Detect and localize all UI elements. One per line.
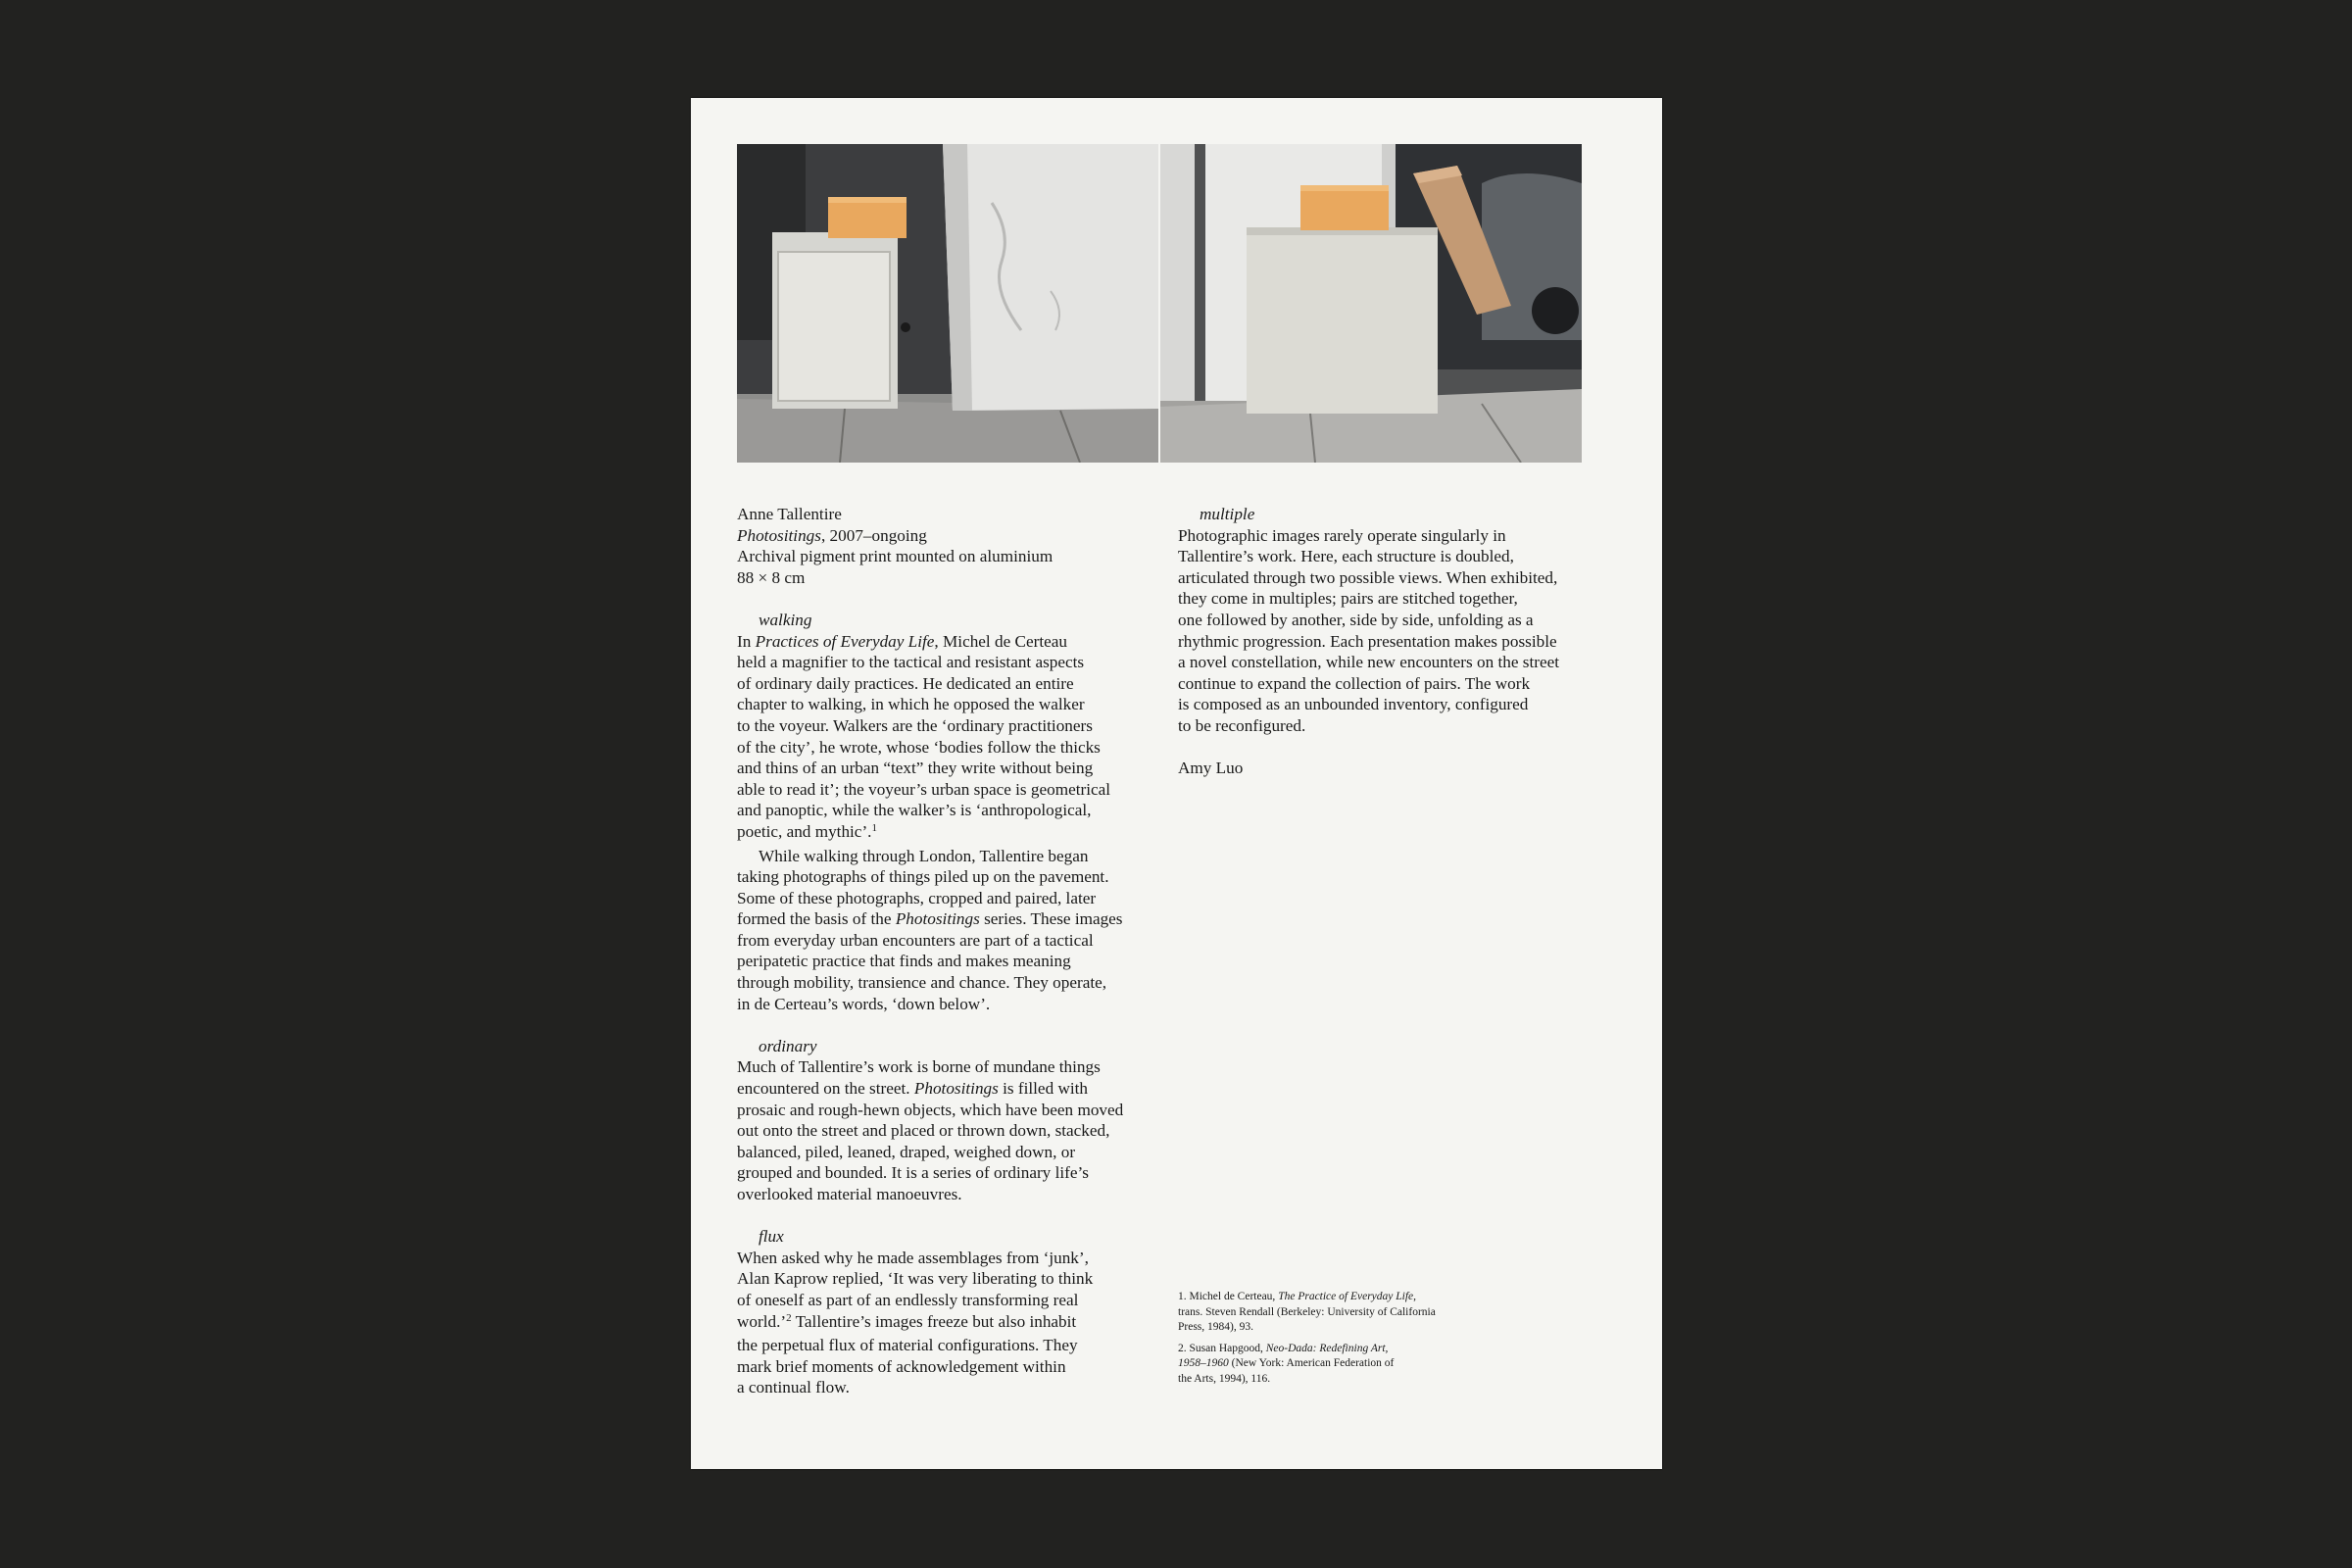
footnote-2: 2. Susan Hapgood, Neo-Dada: Redefining Art, 1958–1960 (New York: American Federation of the Arts, 1994), 116. xyxy=(1178,1342,1395,1385)
text-line: grouped and bounded. It is a series of ordinary life’s xyxy=(737,1163,1089,1183)
section-heading-flux: flux xyxy=(759,1227,784,1247)
essay-author: Amy Luo xyxy=(1178,759,1244,778)
text-line: the perpetual flux of material configurations. They xyxy=(737,1336,1078,1355)
text-line: in de Certeau’s words, ‘down below’. xyxy=(737,994,991,1013)
text-line: of the city’, he wrote, whose ‘bodies follow the thicks xyxy=(737,737,1101,757)
text-line: When asked why he made assemblages from ‘junk’, xyxy=(737,1248,1089,1267)
text-line: out onto the street and placed or thrown down, stacked, xyxy=(737,1121,1110,1141)
text-line: one followed by another, side by side, unfolding as a xyxy=(1178,610,1534,629)
artwork-title: Photositings xyxy=(737,525,821,545)
text-line: Tallentire’s work. Here, each structure is doubled, xyxy=(1178,547,1514,566)
text-line: of oneself as part of an endlessly transforming real xyxy=(737,1290,1079,1309)
text-line: through mobility, transience and chance. They operate, xyxy=(737,973,1107,993)
text-line: a novel constellation, while new encounters on the street xyxy=(1178,653,1559,672)
text-line: balanced, piled, leaned, draped, weighed down, or xyxy=(737,1142,1076,1161)
text-line: a continual flow. xyxy=(737,1378,850,1397)
text-line: rhythmic progression. Each presentation makes possible xyxy=(1178,631,1557,651)
text-line: from everyday urban encounters are part of a tactical xyxy=(737,930,1094,950)
text-line: is composed as an unbounded inventory, configured xyxy=(1178,695,1529,714)
text-line: mark brief moments of acknowledgement within xyxy=(737,1356,1066,1376)
text-line: and panoptic, while the walker’s is ‘anthropological, xyxy=(737,801,1092,820)
text-line: formed the basis of the Photositings series. These images xyxy=(737,909,1123,929)
text-line: Some of these photographs, cropped and paired, later xyxy=(737,888,1097,907)
text-line: Alan Kaprow replied, ‘It was very liberating to think xyxy=(737,1269,1094,1289)
text-line: encountered on the street. Photositings is filled with xyxy=(737,1079,1089,1099)
text-line: able to read it’; the voyeur’s urban space is geometrical xyxy=(737,779,1111,799)
section-heading-ordinary: ordinary xyxy=(759,1036,817,1055)
text-line: taking photographs of things piled up on the pavement. xyxy=(737,867,1109,887)
left-photo xyxy=(737,144,1158,463)
text-line: Photographic images rarely operate singularly in xyxy=(1178,525,1506,545)
text-line: world.’$^2$ Tallentire’s images freeze but also inhabit xyxy=(737,1311,1077,1331)
text-line: overlooked material manoeuvres. xyxy=(737,1185,962,1203)
text-line: to the voyeur. Walkers are the ‘ordinary practitioners xyxy=(737,715,1093,735)
text-line: continue to expand the collection of pairs. The work xyxy=(1178,673,1531,693)
footnote-marker-1[interactable]: 1 xyxy=(871,821,877,834)
text-line: prosaic and rough-hewn objects, which have been moved xyxy=(737,1100,1124,1119)
left-column xyxy=(737,504,1158,1398)
right-column xyxy=(1178,504,1599,779)
text-line: peripatetic practice that finds and makes meaning xyxy=(737,952,1071,971)
artwork-title-line xyxy=(737,525,1158,547)
text-line: articulated through two possible views. When exhibited, xyxy=(1178,567,1558,587)
artwork-medium: Archival pigment print mounted on aluminium xyxy=(737,547,1054,566)
text-line: chapter to walking, in which he opposed the walker xyxy=(737,695,1085,714)
section-heading-multiple: multiple xyxy=(1200,505,1255,523)
document-page xyxy=(691,98,1662,1469)
artist-name: Anne Tallentire xyxy=(737,505,842,523)
text-line: of ordinary daily practices. He dedicated an entire xyxy=(737,673,1074,693)
footnote-1: 1. Michel de Certeau, The Practice of Everyday Life, trans. Steven Rendall (Berkeley: University of California Press, 1984), 93. xyxy=(1178,1291,1436,1333)
right-photo xyxy=(1160,144,1582,463)
text-line: they come in multiples; pairs are stitched together, xyxy=(1178,589,1518,609)
text-line: Much of Tallentire’s work is borne of mundane things xyxy=(737,1057,1101,1077)
text-line: and thins of an urban “text” they write without being xyxy=(737,759,1094,778)
text-line: In Practices of Everyday Life, Michel de Certeau xyxy=(737,631,1067,651)
footnote-marker-2[interactable]: 2 xyxy=(786,1311,792,1324)
section-heading-walking: walking xyxy=(759,610,812,629)
footnotes xyxy=(1178,1290,1492,1393)
artwork-dimensions: 88 × 8 cm xyxy=(737,567,806,587)
artwork-date: , 2007–ongoing xyxy=(820,525,927,545)
text-line: poetic, and mythic’.$^1$ xyxy=(737,821,877,841)
text-line: held a magnifier to the tactical and resistant aspects xyxy=(737,653,1085,672)
text-line: While walking through London, Tallentire began xyxy=(759,846,1089,865)
paired-street-photograph xyxy=(737,144,1582,463)
text-line: to be reconfigured. xyxy=(1178,715,1306,735)
